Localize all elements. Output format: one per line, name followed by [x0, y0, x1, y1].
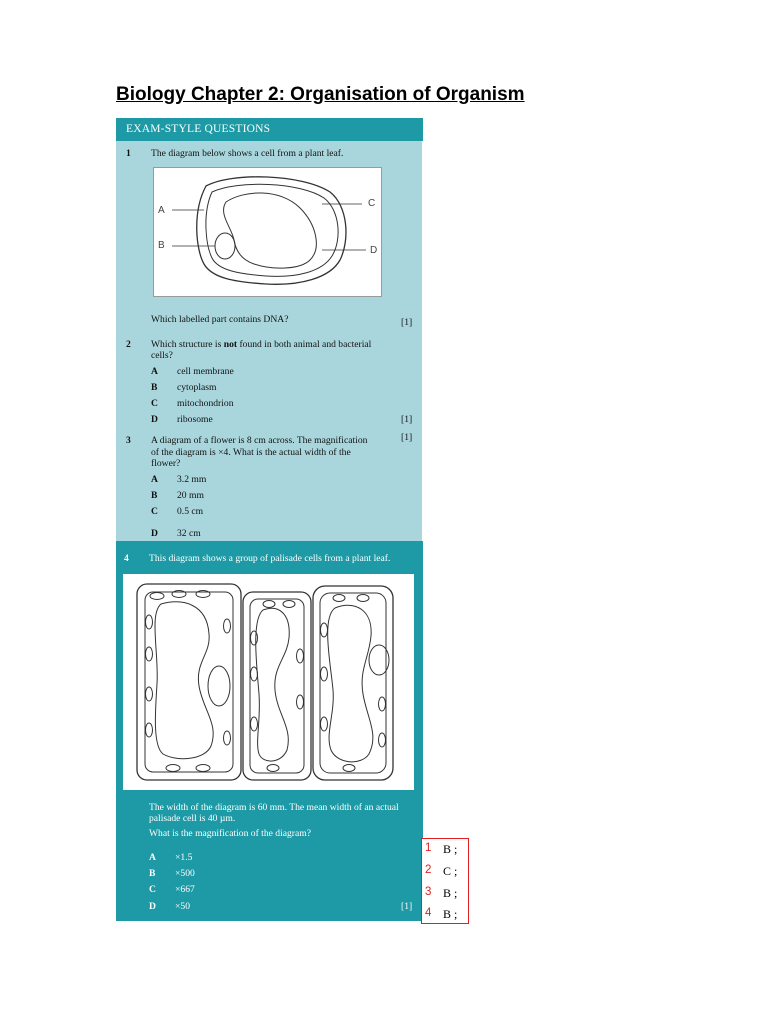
label-a: A: [158, 205, 165, 216]
q3-marks: [1]: [401, 432, 413, 443]
q4-option-d-text: ×50: [175, 901, 191, 912]
q3-text-line2: of the diagram is ×4. What is the actual width of the: [151, 447, 351, 458]
q3-option-b-text: 20 mm: [177, 490, 204, 501]
q4-option-b-letter: B: [149, 868, 156, 879]
answer-value: C ;: [443, 864, 458, 878]
plant-cell-diagram: [154, 168, 381, 296]
q4-option-a-letter: A: [149, 852, 156, 863]
q2-option-a-text: cell membrane: [177, 366, 234, 377]
q3-option-d-letter: D: [151, 528, 158, 539]
page-title: Biology Chapter 2: Organisation of Organism: [116, 84, 525, 105]
q4-marks: [1]: [401, 901, 413, 912]
q1-text: The diagram below shows a cell from a plant leaf.: [151, 148, 344, 159]
q2-option-c-text: mitochondrion: [177, 398, 234, 409]
answer-number: 2: [425, 864, 432, 876]
q1-marks: [1]: [401, 317, 413, 328]
exam-header: [116, 118, 423, 141]
q3-option-b-letter: B: [151, 490, 158, 501]
q2-number: 2: [126, 339, 131, 350]
q3-number: 3: [126, 435, 131, 446]
palisade-cells-figure: [123, 574, 414, 790]
q3-option-d-strip: [116, 524, 422, 541]
q2-option-a-letter: A: [151, 366, 158, 377]
answer-value: B ;: [443, 886, 458, 900]
q3-option-c-letter: C: [151, 506, 158, 517]
q4-text-line2: palisade cell is 40 µm.: [149, 813, 236, 824]
q4-text: This diagram shows a group of palisade cells from a plant leaf.: [149, 553, 391, 564]
q4-text-line1: The width of the diagram is 60 mm. The mean width of an actual: [149, 802, 399, 813]
q2-option-d-letter: D: [151, 414, 158, 425]
q3-option-a-letter: A: [151, 474, 158, 485]
palisade-cells-diagram: [123, 574, 414, 790]
q4-option-a-text: ×1.5: [175, 852, 193, 863]
answer-number: 4: [425, 907, 432, 919]
q4-option-c-letter: C: [149, 884, 156, 895]
answer-number: 3: [425, 886, 432, 898]
q3-text-line3: flower?: [151, 458, 181, 469]
label-d: D: [370, 245, 378, 256]
label-b: B: [158, 240, 165, 251]
q4-prompt: What is the magnification of the diagram?: [149, 828, 311, 839]
plant-cell-figure: [153, 167, 382, 297]
q3-option-a-text: 3.2 mm: [177, 474, 207, 485]
answer-value: B ;: [443, 842, 458, 856]
q4-option-d-letter: D: [149, 901, 156, 912]
q3-option-d-text: 32 cm: [177, 528, 201, 539]
q2-marks: [1]: [401, 414, 413, 425]
q2-option-d-text: ribosome: [177, 414, 213, 425]
q3-text-line1: A diagram of a flower is 8 cm across. The magnification: [151, 435, 368, 446]
q2-text-line1: Which structure is not found in both animal and bacterial: [151, 339, 372, 350]
q2-option-c-letter: C: [151, 398, 158, 409]
q4-option-c-text: ×667: [175, 884, 195, 895]
answer-key-box: [421, 838, 469, 924]
q2-option-b-letter: B: [151, 382, 158, 393]
q3-option-c-text: 0.5 cm: [177, 506, 204, 517]
q1-prompt: Which labelled part contains DNA?: [151, 314, 289, 325]
answer-number: 1: [425, 842, 432, 854]
q4-option-b-text: ×500: [175, 868, 195, 879]
exam-header-text: EXAM-STYLE QUESTIONS: [126, 123, 271, 135]
q2-option-b-text: cytoplasm: [177, 382, 217, 393]
q2-text-line2: cells?: [151, 350, 173, 361]
q1-number: 1: [126, 148, 131, 159]
answer-value: B ;: [443, 907, 458, 921]
q4-number: 4: [124, 553, 129, 564]
label-c: C: [368, 198, 376, 209]
